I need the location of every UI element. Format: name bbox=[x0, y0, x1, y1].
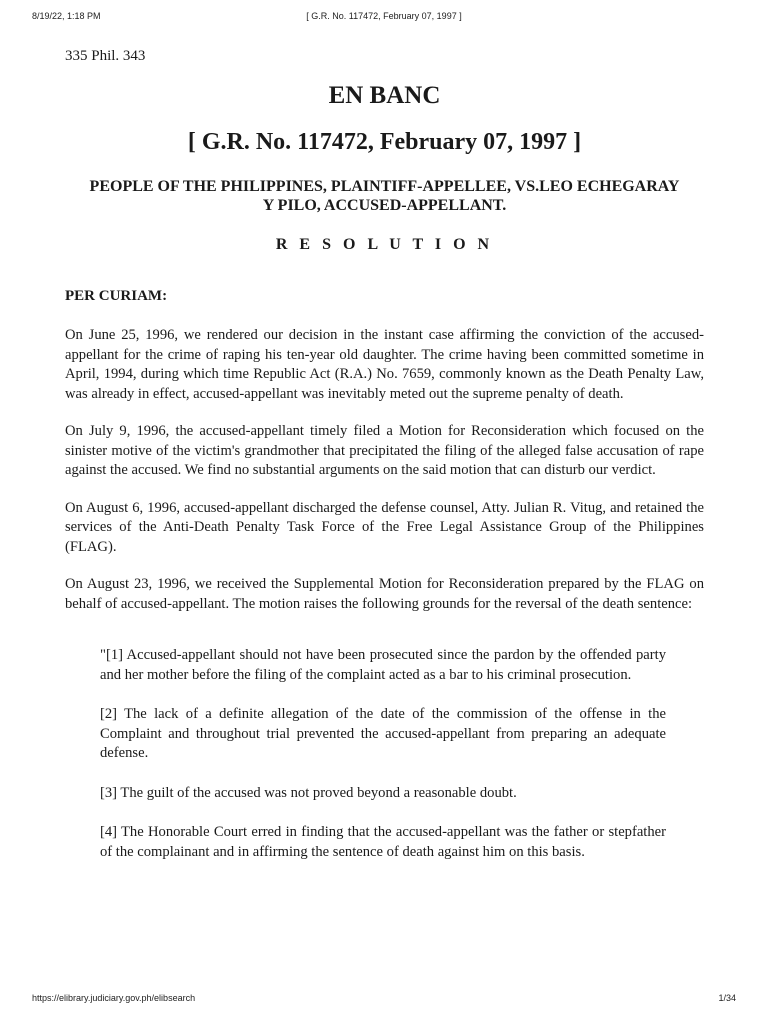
citation: 335 Phil. 343 bbox=[65, 48, 146, 64]
ground-item: [3] The guilt of the accused was not proved beyond a reasonable doubt. bbox=[100, 784, 517, 801]
ground-item: [4] The Honorable Court erred in finding that the accused-appellant was the father or stepfather of the complainant and in affirming the sentence of death against him on this basis. bbox=[100, 824, 666, 860]
print-title: [ G.R. No. 117472, February 07, 1997 ] bbox=[306, 11, 462, 21]
print-footer bbox=[0, 993, 768, 1007]
case-number-heading: [ G.R. No. 117472, February 07, 1997 ] bbox=[187, 129, 582, 155]
document-body bbox=[65, 46, 704, 882]
ground-item: "[1] Accused-appellant should not have been prosecuted since the pardon by the offended party and her mother before the filing of the complaint acted as a bar to his criminal prosecution. bbox=[100, 647, 666, 683]
paragraph: On August 6, 1996, accused-appellant discharged the defense counsel, Atty. Julian R. Vitug, and retained the services of the Anti-Death Penalty Task Force of the Free Legal Assistance Group of the Philippines (FLAG). bbox=[65, 499, 704, 555]
grounds-blockquote bbox=[100, 646, 666, 862]
paragraph: On June 25, 1996, we rendered our decision in the instant case affirming the conviction of the accused-appellant for the crime of raping his ten-year old daughter. The crime having been committed sometime in April, 1994, during which time Republic Act (R.A.) No. 7659, commonly known as the Death Penalty Law, was already in effect, accused-appellant was inevitably meted out the supreme penalty of death. bbox=[65, 327, 704, 402]
print-datetime: 8/19/22, 1:18 PM bbox=[32, 11, 101, 21]
case-parties: PEOPLE OF THE PHILIPPINES, PLAINTIFF-APPELLEE, VS.LEO ECHEGARAY Y PILO, ACCUSED-APPELLANT. bbox=[89, 178, 680, 214]
print-url: https://elibrary.judiciary.gov.ph/elibsearch bbox=[32, 993, 196, 1003]
page-number: 1/34 bbox=[718, 993, 736, 1003]
paragraph: On July 9, 1996, the accused-appellant timely filed a Motion for Reconsideration which focused on the sinister motive of the victim's grandmother that precipitated the filing of the alleged false accusation of rape against the accused. We find no substantial arguments on the said motion that can disturb our verdict. bbox=[65, 423, 704, 478]
print-header bbox=[0, 11, 768, 25]
paragraph: On August 23, 1996, we received the Supplemental Motion for Reconsideration prepared by the FLAG on behalf of accused-appellant. The motion raises the following grounds for the reversal of the death sentence: bbox=[65, 576, 704, 612]
document-type-heading: R E S O L U T I O N bbox=[275, 236, 494, 253]
ground-item: [2] The lack of a definite allegation of the date of the commission of the offense in the Complaint and throughout trial prevented the accused-appellant from preparing an adequate defense. bbox=[100, 706, 666, 761]
per-curiam-heading: PER CURIAM: bbox=[65, 288, 168, 304]
division-heading: EN BANC bbox=[328, 82, 441, 109]
